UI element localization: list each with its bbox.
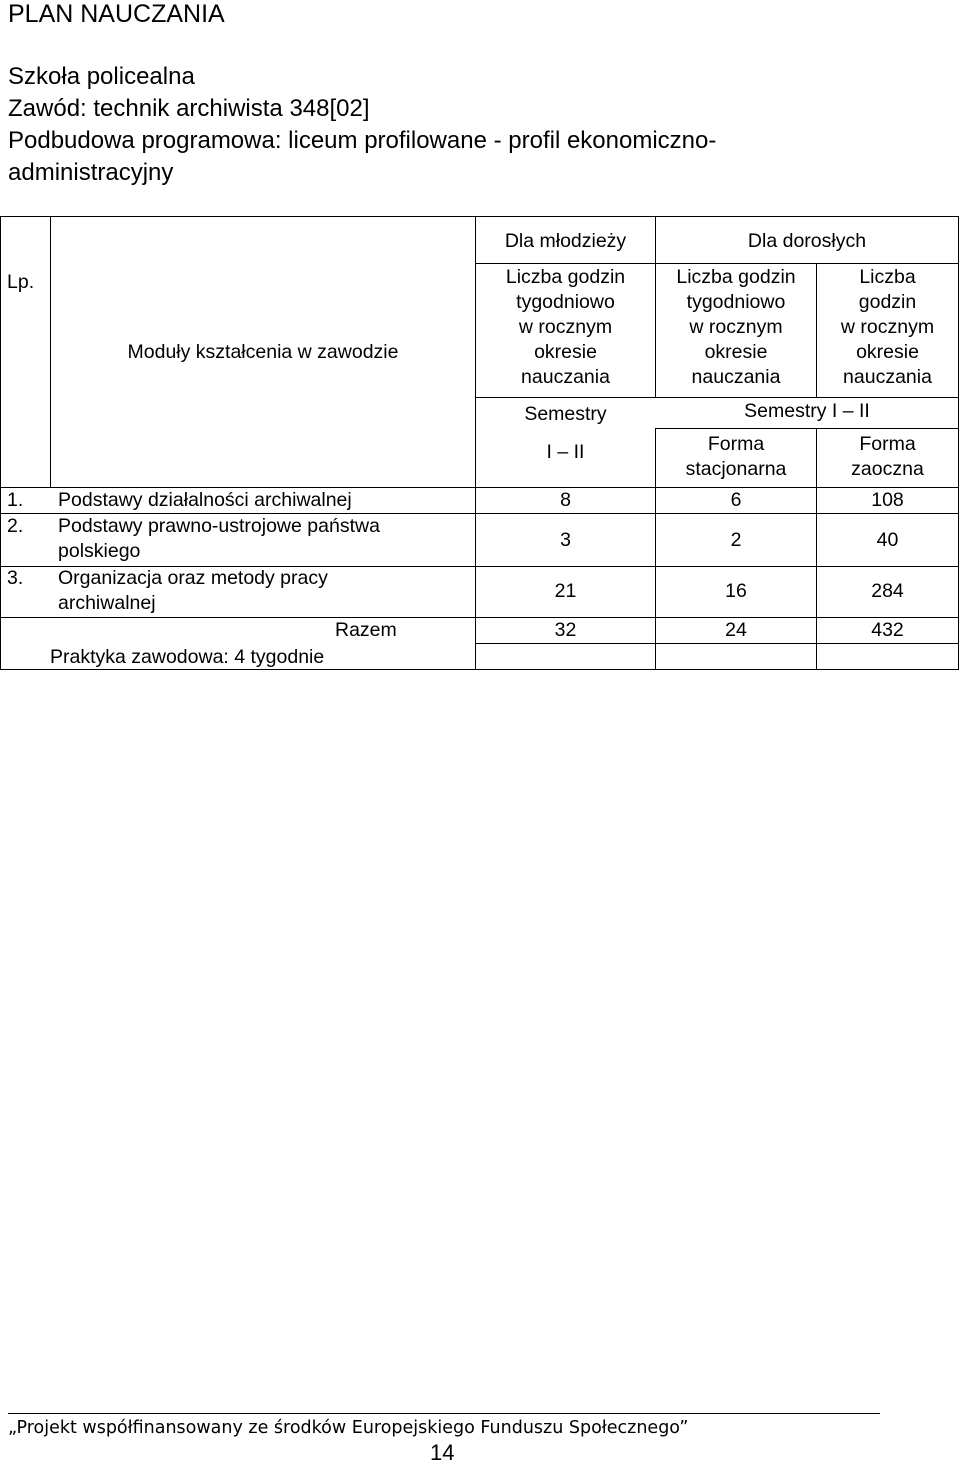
header-adults-annual-hours: Liczba godzin w rocznym okresie nauczania — [840, 266, 935, 388]
document-title: PLAN NAUCZANIA — [8, 0, 225, 28]
header-youth-semesters-value: I – II — [546, 441, 585, 463]
row-youth-hours: 3 — [560, 529, 571, 551]
program-basis-line-2: administracyjny — [8, 159, 174, 186]
row-lp: 1. — [7, 489, 24, 511]
row-module: Organizacja oraz metody pracy archiwalnej — [58, 567, 328, 614]
grid-line — [475, 397, 959, 398]
header-youth-hours: Liczba godzin tygodniowo w rocznym okresie nauczania — [505, 266, 626, 388]
footer-rule — [8, 1413, 880, 1414]
row-extramural-hours: 284 — [871, 580, 904, 602]
grid-line — [0, 216, 1, 670]
school-type: Szkoła policealna — [8, 63, 195, 90]
row-stationary-hours: 2 — [730, 529, 742, 551]
practice-note: Praktyka zawodowa: 4 tygodnie — [50, 646, 325, 668]
header-lp: Lp. — [7, 271, 35, 293]
total-label: Razem — [335, 619, 397, 641]
row-extramural-hours: 108 — [871, 489, 904, 511]
header-group-youth: Dla młodzieży — [504, 230, 627, 252]
row-extramural-hours: 40 — [876, 529, 899, 551]
row-youth-hours: 8 — [560, 489, 571, 511]
page-number: 14 — [430, 1440, 455, 1465]
row-stationary-hours: 6 — [730, 489, 742, 511]
row-stationary-hours: 16 — [725, 580, 747, 602]
row-lp: 3. — [7, 567, 24, 589]
grid-line — [958, 216, 959, 670]
header-form-stationary: Forma stacjonarna — [685, 433, 787, 480]
row-module: Podstawy prawno-ustrojowe państwa polskiego — [58, 515, 380, 562]
row-youth-hours: 21 — [554, 580, 577, 602]
total-stationary-hours: 24 — [725, 619, 747, 641]
header-youth-semesters-label: Semestry — [524, 403, 607, 425]
header-adults-weekly-hours: Liczba godzin tygodniowo w rocznym okresie nauczania — [676, 266, 796, 388]
footer-text: „Projekt współfinansowany ze środków Europejskiego Funduszu Społecznego” — [8, 1418, 689, 1438]
grid-line — [475, 643, 959, 644]
header-form-extramural: Forma zaoczna — [851, 433, 924, 480]
row-lp: 2. — [7, 515, 24, 537]
header-modules: Moduły kształcenia w zawodzie — [127, 341, 399, 363]
profession: Zawód: technik archiwista 348[02] — [8, 95, 370, 122]
header-adults-semesters: Semestry I – II — [744, 400, 870, 422]
grid-line — [475, 263, 959, 264]
program-basis-line-1: Podbudowa programowa: liceum profilowane - profil ekonomiczno- — [8, 127, 717, 154]
grid-line — [655, 428, 959, 429]
total-youth-hours: 32 — [554, 619, 577, 641]
total-extramural-hours: 432 — [871, 619, 904, 641]
row-module: Podstawy działalności archiwalnej — [58, 489, 352, 511]
grid-line — [0, 216, 959, 217]
header-group-adults: Dla dorosłych — [747, 230, 867, 252]
